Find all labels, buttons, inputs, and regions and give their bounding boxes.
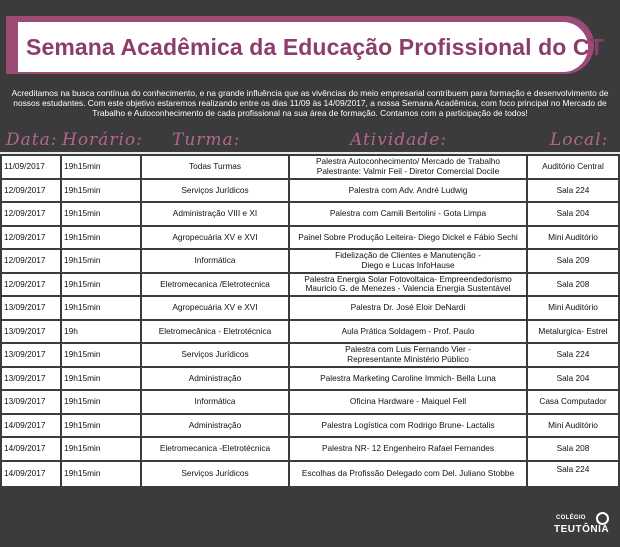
cell-local: Sala 204 xyxy=(526,203,618,225)
cell-turma: Eletromecânica - Eletrotécnica xyxy=(140,321,288,343)
cell-turma: Agropecuária XV e XVI xyxy=(140,297,288,319)
cell-local: Auditório Central xyxy=(526,156,618,178)
cell-date: 12/09/2017 xyxy=(2,250,60,272)
cell-time: 19h15min xyxy=(60,156,140,178)
school-logo xyxy=(552,512,618,544)
atividade-line: Oficina Hardware - Maiquel Fell xyxy=(349,396,467,406)
cell-atividade xyxy=(288,203,526,225)
cell-time: 19h15min xyxy=(60,274,140,296)
atividade-line: Palestra NR- 12 Engenheiro Rafael Fernandes xyxy=(321,443,495,453)
cell-atividade xyxy=(288,227,526,249)
cell-local: Mini Auditório xyxy=(526,415,618,437)
cell-atividade xyxy=(288,156,526,178)
header-data: Data: xyxy=(6,130,58,150)
cell-turma: Serviços Jurídicos xyxy=(140,462,288,487)
cell-turma: Eletromecanica -Eletrotécnica xyxy=(140,438,288,460)
cell-date: 14/09/2017 xyxy=(2,415,60,437)
cell-turma: Serviços Jurídicos xyxy=(140,344,288,366)
atividade-line: Representante Ministério Público xyxy=(347,353,469,364)
atividade-line: Palestra com Adv. André Ludwig xyxy=(348,184,468,195)
cell-local: Sala 224 xyxy=(526,344,618,366)
cell-atividade xyxy=(288,297,526,319)
cell-date: 13/09/2017 xyxy=(2,297,60,319)
cell-atividade xyxy=(288,368,526,390)
table-row xyxy=(2,321,618,343)
column-headers xyxy=(0,130,620,152)
header-horario: Horário: xyxy=(62,130,143,150)
cell-atividade xyxy=(288,438,526,460)
cell-local: Sala 209 xyxy=(526,250,618,272)
table-row xyxy=(2,462,618,487)
cell-date: 13/09/2017 xyxy=(2,391,60,413)
cell-time: 19h15min xyxy=(60,438,140,460)
cell-turma: Informática xyxy=(140,250,288,272)
logo-text-big: TEUTÔNIA xyxy=(554,524,610,535)
cell-turma: Eletromecanica /Eletrotecnica xyxy=(140,274,288,296)
cell-local: Sala 224 xyxy=(526,462,618,487)
table-row xyxy=(2,250,618,272)
cell-time: 19h15min xyxy=(60,391,140,413)
cell-atividade xyxy=(288,180,526,202)
atividade-line: Palestrante: Valmir Feil - Diretor Comercial Docile xyxy=(316,165,500,176)
cell-local: Casa Computador xyxy=(526,391,618,413)
atividade-line: Aula Prática Soldagem - Prof. Paulo xyxy=(341,325,475,336)
cell-date: 11/09/2017 xyxy=(2,156,60,178)
table-row xyxy=(2,180,618,202)
cell-time: 19h15min xyxy=(60,368,140,390)
cell-date: 13/09/2017 xyxy=(2,368,60,390)
atividade-line: Palestra com Luis Fernando Vier - xyxy=(345,344,471,355)
cell-date: 12/09/2017 xyxy=(2,203,60,225)
cell-date: 14/09/2017 xyxy=(2,462,60,487)
atividade-line: Mauricio G. de Menezes - Valencia Energia Sustentável xyxy=(305,283,511,294)
title-box xyxy=(18,22,604,72)
logo-text-small: COLÉGIO xyxy=(556,515,586,521)
table-row xyxy=(2,438,618,460)
page-title: Semana Acadêmica da Educação Profissional do CT xyxy=(26,33,604,60)
cell-local: Mini Auditório xyxy=(526,227,618,249)
cell-time: 19h15min xyxy=(60,250,140,272)
cell-date: 13/09/2017 xyxy=(2,321,60,343)
atividade-line: Palestra Logística com Rodrigo Brune- Lactalis xyxy=(321,419,495,430)
cell-atividade xyxy=(288,321,526,343)
cell-turma: Informática xyxy=(140,391,288,413)
header-atividade: Atividade: xyxy=(350,130,447,150)
atividade-line: Palestra Autoconhecimento/ Mercado de Trabalho xyxy=(315,156,501,167)
cell-local: Mini Auditório xyxy=(526,297,618,319)
cell-local: Sala 224 xyxy=(526,180,618,202)
header-turma: Turma: xyxy=(172,130,241,150)
atividade-line: Escolhas da Profissão Delegado com Del. Juliano Stobbe xyxy=(301,468,515,478)
atividade-line: Diego e Lucas InfoHause xyxy=(361,259,455,270)
atividade-line: Palestra Energia Solar Fotovoltaica- Empreendedorismo xyxy=(304,273,512,284)
cell-atividade xyxy=(288,250,526,272)
cell-date: 14/09/2017 xyxy=(2,438,60,460)
cell-time: 19h15min xyxy=(60,462,140,487)
cell-time: 19h15min xyxy=(60,227,140,249)
table-row xyxy=(2,274,618,296)
cell-turma: Administração VIII e XI xyxy=(140,203,288,225)
table-row xyxy=(2,297,618,319)
cell-local: Sala 204 xyxy=(526,368,618,390)
atividade-line: Palestra com Camili Bertolini - Gota Limpa xyxy=(329,208,487,218)
cell-turma: Todas Turmas xyxy=(140,156,288,178)
cell-time: 19h xyxy=(60,321,140,343)
cell-time: 19h15min xyxy=(60,415,140,437)
cell-date: 12/09/2017 xyxy=(2,180,60,202)
table-row xyxy=(2,156,618,178)
cell-date: 13/09/2017 xyxy=(2,344,60,366)
table-row xyxy=(2,344,618,366)
header-local: Local: xyxy=(550,130,609,150)
table-row xyxy=(2,203,618,225)
cell-time: 19h15min xyxy=(60,297,140,319)
intro-text: Acreditamos na busca contínua do conhecimento, e na grande influência que as vivências do meio empresarial contribuem para formação e desenvolvimento de nossos estudantes. Com este objetivo estaremos realizando entre os dias 11/09 às 14/09/2017, a nossa Semana Acadêmica, com foco principal no Mercado de Trabalho e Autoconhecimento de cada profissional na sua área de formação. Contamos com a participação de todos! xyxy=(11,88,609,118)
cell-atividade xyxy=(288,415,526,437)
cell-turma: Serviços Jurídicos xyxy=(140,180,288,202)
cell-time: 19h15min xyxy=(60,344,140,366)
cell-turma: Administração xyxy=(140,368,288,390)
cell-atividade xyxy=(288,462,526,487)
cell-turma: Administração xyxy=(140,415,288,437)
cell-date: 12/09/2017 xyxy=(2,227,60,249)
cell-local: Sala 208 xyxy=(526,274,618,296)
table-row xyxy=(2,368,618,390)
schedule-table xyxy=(2,154,618,488)
table-row xyxy=(2,391,618,413)
cell-date: 12/09/2017 xyxy=(2,274,60,296)
cell-time: 19h15min xyxy=(60,203,140,225)
cell-time: 19h15min xyxy=(60,180,140,202)
cell-turma: Agropecuária XV e XVI xyxy=(140,227,288,249)
table-row xyxy=(2,415,618,437)
atividade-line: Painel Sobre Produção Leiteira- Diego Dickel e Fábio Sechi xyxy=(298,231,518,242)
atividade-line: Palestra Dr. José Eloir DeNardi xyxy=(350,302,466,312)
table-row xyxy=(2,227,618,249)
cell-local: Sala 208 xyxy=(526,438,618,460)
cell-atividade xyxy=(288,274,526,296)
cell-atividade xyxy=(288,344,526,366)
atividade-line: Palestra Marketing Caroline Immich- Bella Luna xyxy=(320,372,496,383)
cell-atividade xyxy=(288,391,526,413)
atividade-line: Fidelização de Clientes e Manutenção - xyxy=(335,250,481,261)
cell-local: Metalurgica- Estrel xyxy=(526,321,618,343)
